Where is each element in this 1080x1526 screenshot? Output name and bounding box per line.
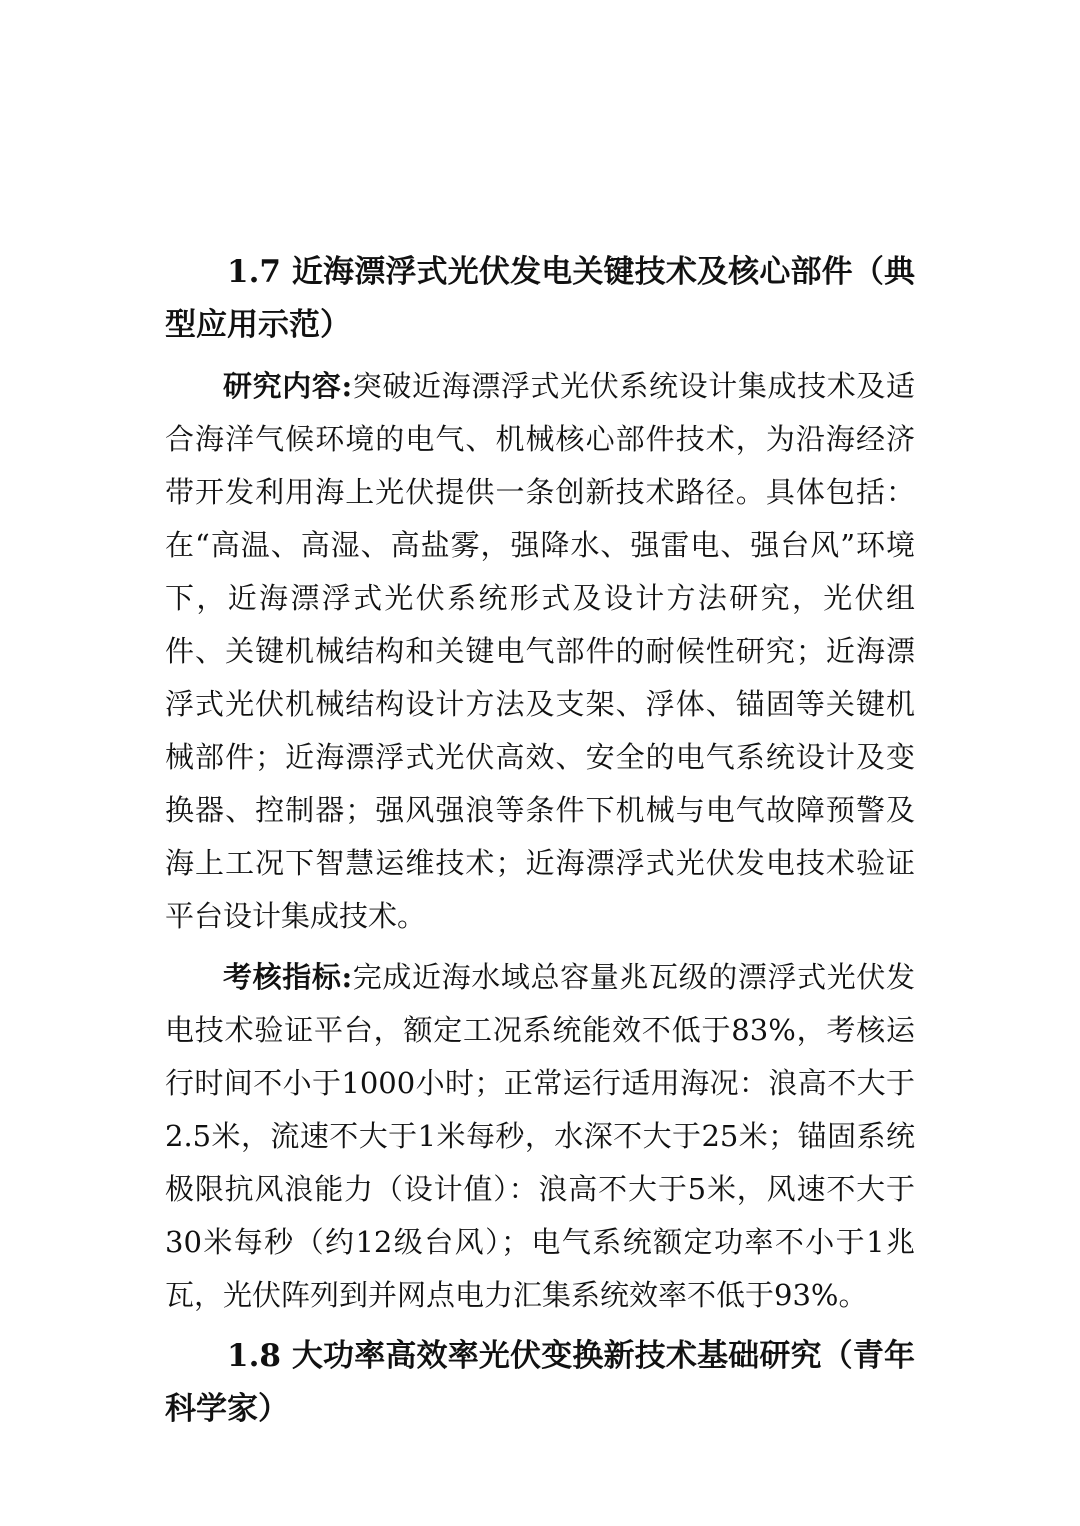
research-content-label: 研究内容:	[223, 369, 353, 403]
document-page	[165, 246, 915, 1436]
section-1-7-title: 1.7 近海漂浮式光伏发电关键技术及核心部件（典型应用示范）	[165, 254, 915, 343]
section-1-7-assessment-metrics	[165, 951, 915, 1322]
assessment-metrics-label: 考核指标:	[223, 960, 353, 994]
section-1-7-research-content	[165, 360, 915, 943]
section-1-8-title: 1.8 大功率高效率光伏变换新技术基础研究（青年科学家）	[165, 1338, 915, 1427]
assessment-metrics-text: 完成近海水域总容量兆瓦级的漂浮式光伏发电技术验证平台，额定工况系统能效不低于83%，考核运行时间不小于1000小时；正常运行适用海况：浪高不大于2.5米，流速不大于1米每秒，水深不大于25米；锚固系统极限抗风浪能力（设计值）：浪高不大于5米，风速不大于30米每秒（约12级台风）；电气系统额定功率不小于1兆瓦，光伏阵列到并网点电力汇集系统效率不低于93%。	[165, 960, 915, 1312]
research-content-text: 突破近海漂浮式光伏系统设计集成技术及适合海洋气候环境的电气、机械核心部件技术，为沿海经济带开发利用海上光伏提供一条创新技术路径。具体包括：在“高温、高湿、高盐雾，强降水、强雷电、强台风”环境下，近海漂浮式光伏系统形式及设计方法研究，光伏组件、关键机械结构和关键电气部件的耐候性研究；近海漂浮式光伏机械结构设计方法及支架、浮体、锚固等关键机械部件；近海漂浮式光伏高效、安全的电气系统设计及变换器、控制器；强风强浪等条件下机械与电气故障预警及海上工况下智慧运维技术；近海漂浮式光伏发电技术验证平台设计集成技术。	[165, 369, 915, 933]
